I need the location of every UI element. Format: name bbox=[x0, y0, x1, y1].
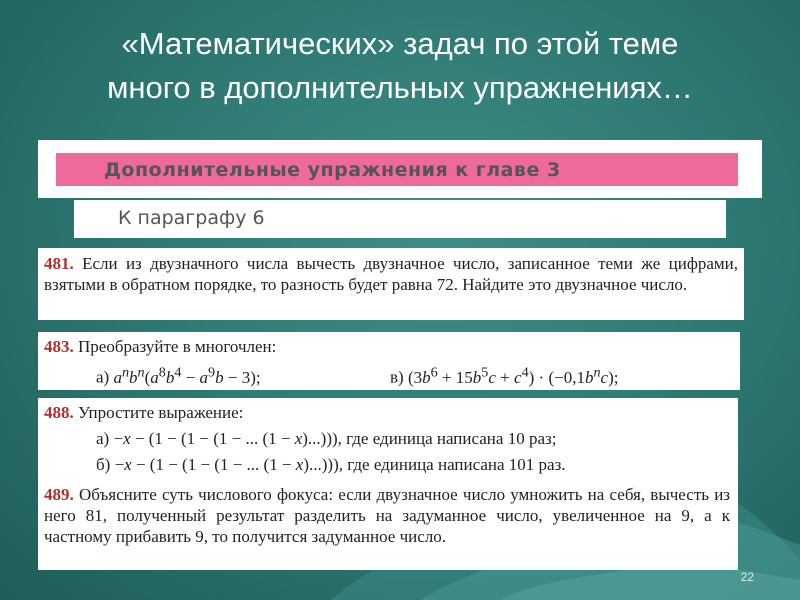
problem-488-part-a bbox=[96, 428, 556, 449]
problem-483-part-v bbox=[390, 362, 618, 388]
problem-488-b-formula: −x − (1 − (1 − (1 − ... (1 − x)...))), bbox=[114, 455, 343, 474]
problem-483-intro: Преобразуйте в многочлен: bbox=[78, 337, 277, 356]
paragraph-header-panel bbox=[74, 200, 726, 238]
problem-481-text: Если из двузначного числа вычесть двузначное число, записанное теми же цифрами, взятыми в обратном порядке, то разность будет равна 72. Найдите это двузначное число. bbox=[44, 254, 739, 294]
problem-489-number: 489. bbox=[44, 485, 74, 504]
problem-483-intro-line bbox=[44, 336, 276, 357]
problem-488-part-b bbox=[96, 454, 566, 475]
slide-title bbox=[0, 22, 800, 110]
problem-488-number: 488. bbox=[44, 403, 74, 422]
problem-488-intro-line bbox=[44, 402, 243, 423]
problem-481-number: 481. bbox=[44, 254, 74, 273]
problem-488-a-formula: −x − (1 − (1 − (1 − ... (1 − x)...))), bbox=[113, 429, 342, 448]
problem-483-part-a bbox=[96, 362, 261, 388]
section-header-band bbox=[56, 153, 738, 186]
problem-483-number: 483. bbox=[44, 337, 74, 356]
problem-481-panel bbox=[38, 248, 744, 320]
section-header-panel bbox=[38, 140, 762, 198]
problem-488-a-tail: где единица написана 10 раз; bbox=[346, 429, 557, 448]
problem-488-intro: Упростите выражение: bbox=[78, 403, 244, 422]
problem-488-489-panel bbox=[38, 398, 738, 570]
problem-481 bbox=[44, 253, 738, 295]
problem-483-panel bbox=[38, 332, 740, 390]
problem-483-a-formula: $a^nb^n(a^8b^4 - a^9b - 3)$; bbox=[113, 364, 261, 387]
problem-489-text: Объясните суть числового фокуса: если двузначное число умножить на себя, вычесть из него 81, полученный результат разделить на задуманное число, увеличенное на 9, а к частному прибавить 9, то получится задуманное число. bbox=[44, 485, 731, 546]
problem-483-b-formula: $(3b^6 + 15b^5c + c^4) \cdot (-0,1b^nc)$; bbox=[407, 364, 619, 387]
problem-488-b-tail: где единица написана 101 раз. bbox=[347, 455, 566, 474]
problem-489 bbox=[44, 484, 730, 547]
paragraph-header-text: К параграфу 6 bbox=[118, 207, 265, 229]
section-header-text: Дополнительные упражнения к главе 3 bbox=[104, 159, 561, 181]
problem-488-a-label: а) bbox=[96, 429, 110, 448]
slide-title-line-1: «Математических» задач по этой теме bbox=[121, 26, 679, 61]
page-number: 22 bbox=[740, 570, 754, 584]
problem-488-b-label: б) bbox=[96, 455, 111, 474]
slide-title-line-2: много в дополнительных упражнениях… bbox=[107, 70, 693, 105]
problem-483-a-label: а) bbox=[96, 367, 110, 387]
problem-483-b-label: в) bbox=[390, 367, 404, 387]
